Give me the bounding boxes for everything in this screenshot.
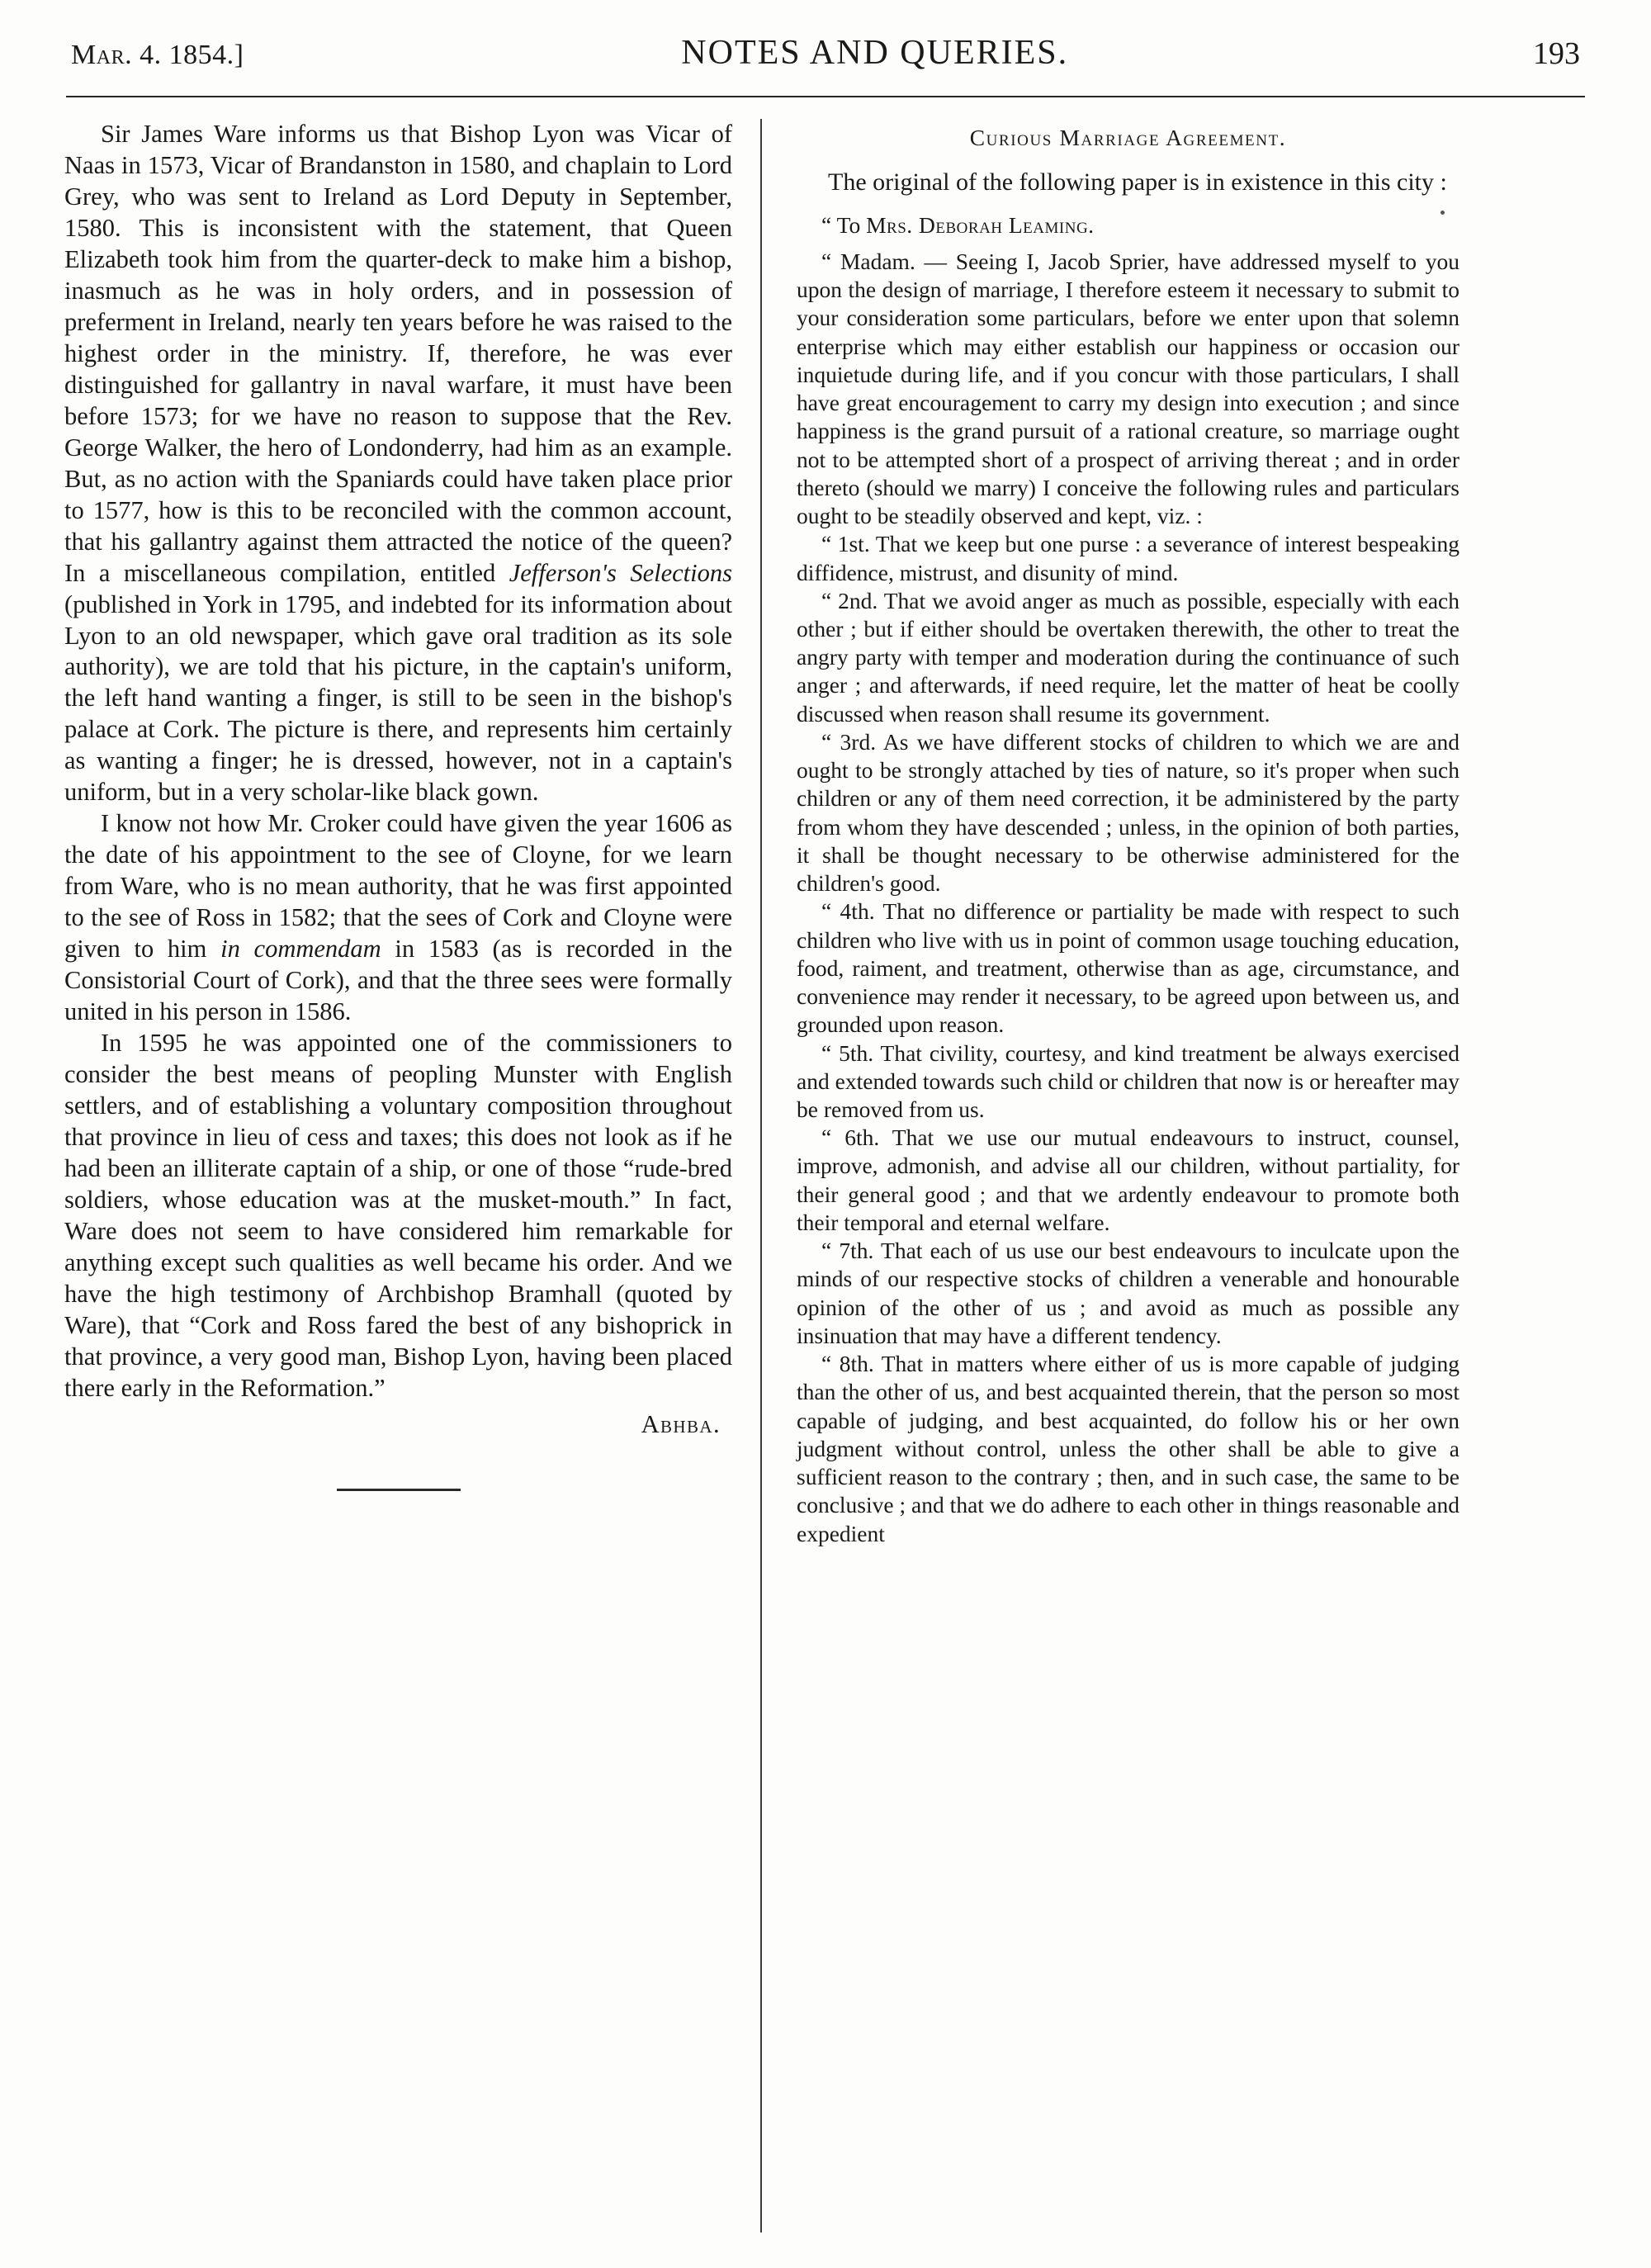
addressee-prefix: “ To <box>821 211 867 238</box>
page-title: NOTES AND QUERIES. <box>681 34 1069 72</box>
italic-phrase: in commendam <box>220 935 381 964</box>
addressee-name: Mrs. Deborah Leaming. <box>866 211 1095 238</box>
paragraph-text: Sir James Ware informs us that Bishop Lyon was Vicar of Naas in 1573, Vicar of Brandanston in 1580, and chaplain to Lord Grey, who was sent to Ireland as Lord Deputy in September, 1580. This is inconsistent with the statement, that Queen Elizabeth took him from the quarter-deck to make him a bishop, inasmuch as he was in holy orders, and in possession of preferment in Ireland, nearly ten years before he was raised to the highest order in the ministry. If, therefore, he was ever distinguished for gallantry in naval warfare, it must have been before 1573; for we have no reason to suppose that the Rev. George Walker, the hero of Londonderry, had him as an example. But, as no action with the Spaniards could have taken place prior to 1577, how is this to be reconciled with the common account, that his gallantry against them attracted the notice of the queen? <box>64 120 732 556</box>
paragraph: “ 5th. That civility, courtesy, and kind treatment be always exercised and extended towards such child or children that now is or hereafter may be removed from us. <box>797 1039 1459 1122</box>
lead-paragraph: The original of the following paper is in existence in this city : <box>828 168 1447 196</box>
paragraph: “ 3rd. As we have different stocks of children to which we are and ought to be strongly attached by ties of nature, so it's proper when such children or any of them need correction, it be administered by the party from whom they have descended ; unless, in the opinion of both parties, it shall be thought necessary to be otherwise administered for the children's good. <box>797 728 1459 897</box>
paragraph: “ Madam. — Seeing I, Jacob Sprier, have addressed myself to you upon the design of marriage, I therefore esteem it necessary to submit to your consideration some particulars, before we enter upon that solemn enterprise which may either establish our happiness or occasion our inquietude during life, and if you concur with those particulars, I shall have great encouragement to carry my design into execution ; and since happiness is the grand pursuit of a rational creature, so marriage ought not to be attempted short of a prospect of arriving thereat ; and in order thereto (should we marry) I conceive the following rules and particulars ought to be steadily observed and kept, viz. : <box>797 248 1459 529</box>
header-date-text: Mar. 4. 1854.] <box>71 40 244 70</box>
letter-addressee <box>797 211 1459 239</box>
section-heading: Curious Marriage Agreement. <box>969 125 1287 150</box>
right-column <box>762 119 1459 2232</box>
paragraph: “ 8th. That in matters where either of us is more capable of judging than the other of us, and best acquainted therein, that the person so most capable of judging, and best acquainted, do follow his or her own judgment without control, unless the other shall be able to give a sufficient reason to the contrary ; then, and in such case, the same to be conclusive ; and that we do adhere to each other in things reasonable and expedient <box>797 1351 1459 1546</box>
paragraph <box>64 119 732 808</box>
left-column <box>64 119 762 2232</box>
paragraph: In 1595 he was appointed one of the commissioners to consider the best means of peopling Munster with English settlers, and of establishing a voluntary composition throughout that province in lieu of cess and taxes; this does not look as if he had been an illiterate captain of a ship, or one of those “rude-bred soldiers, whose education was at the musket-mouth.” In fact, Ware does not seem to have considered him remarkable for anything except such qualities as well became his order. And we have the high testimony of Archbishop Bramhall (quoted by Ware), that “Cork and Ross fared the best of any bishoprick in that province, a very good man, Bishop Lyon, having been placed there early in the Reformation.” <box>64 1029 732 1402</box>
paragraph: “ 7th. That each of us use our best endeavours to inculcate upon the minds of our respective stocks of children a venerable and honourable opinion of the other of us ; and avoid as much as possible any insinuation that may have a different tendency. <box>797 1238 1459 1348</box>
paragraph-text: I know not how Mr. Croker could have given the year 1606 as the date of his appointment to the see of Cloyne, for we learn from Ware, who is no mean authority, that he was first appointed to the see of Ross in 1582; that the sees of Cork and Cloyne were given to him <box>64 809 732 964</box>
running-head <box>64 33 1587 91</box>
section-end-rule <box>337 1489 461 1491</box>
page-number: 193 <box>1533 36 1580 71</box>
two-column-body <box>64 119 1587 2232</box>
paragraph: “ 4th. That no difference or partiality be made with respect to such children who live with us in point of common usage touching education, food, raiment, and treatment, otherwise than as age, circumstance, and convenience may render it necessary, to be agreed upon between us, and grounded upon reason. <box>797 898 1459 1038</box>
print-artifact-dot <box>1440 211 1445 215</box>
header-divider <box>66 96 1585 97</box>
article-signature: Abhba. <box>641 1409 721 1438</box>
paragraph-text-cont: In a miscellaneous compilation, entitled <box>64 558 509 587</box>
paragraph <box>64 808 732 1028</box>
paragraph-text-cont: in 1583 (as is recorded in the Consistorial Court of Cork), and that the three sees were formally united in his person in 1586. <box>64 935 732 1026</box>
paragraph: “ 1st. That we keep but one purse : a severance of interest bespeaking diffidence, mistrust, and disunity of mind. <box>797 531 1459 585</box>
paragraph-text-cont2: (published in York in 1795, and indebted for its information about Lyon to an old newspaper, which gave oral tradition as its sole authority), we are told that his picture, in the captain's uniform, the left hand wanting a finger, is still to be seen in the bishop's palace at Cork. The picture is there, and represents him certainly as wanting a finger; he is dressed, however, not in a captain's uniform, but in a very scholar-like black gown. <box>64 589 732 807</box>
header-date <box>71 40 244 71</box>
paragraph: “ 2nd. That we avoid anger as much as possible, especially with each other ; but if either should be overtaken therewith, the other to treat the angry party with temper and moderation during the continuance of such anger ; and afterwards, if need require, let the matter of heat be coolly discussed when reason shall resume its government. <box>797 587 1459 727</box>
italic-title: Jefferson's Selections <box>509 558 732 587</box>
paragraph: “ 6th. That we use our mutual endeavours to instruct, counsel, improve, admonish, and advise all our children, without partiality, for their general good ; and that we ardently endeavour to promote both their temporal and eternal welfare. <box>797 1125 1459 1235</box>
